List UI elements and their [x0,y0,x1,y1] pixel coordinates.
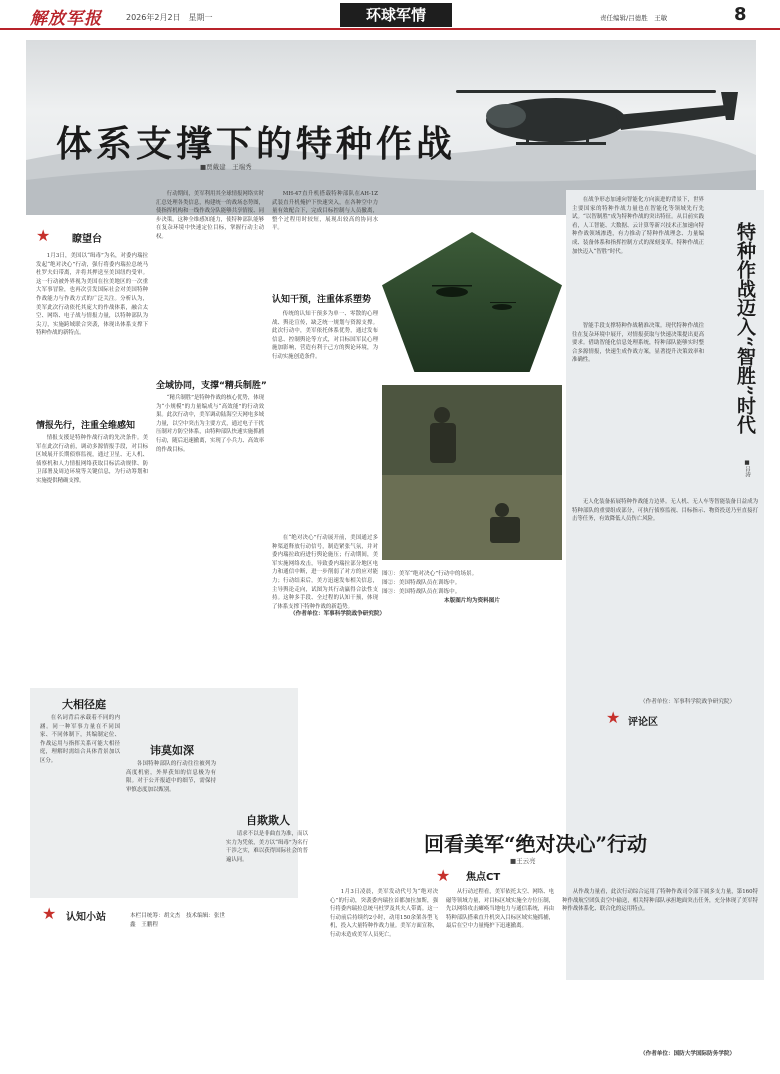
kicker-2-star-icon: ★ [42,904,57,923]
kicker-focus: 焦点CT [466,872,501,883]
paragraph: 从行动过程看，美军依托太空、网络、电磁等领域力量，对目标区域实施全方位压制，先以网络攻击瘫痪当地电力与通信系统，再由特种部队搭乘直升机突入目标区域实施抓捕，最后在空中力量掩护下迅速撤离。 [446,889,554,930]
box-3-text [226,830,308,940]
paragraph: 从作战力量看，此次行动综合运用了特种作战司令部下属多支力量，第160特种作战航空团负责空中输送，相关特种部队承担地面突击任务，充分体现了美军特种作战体系化、联合化的运用特点。 [562,889,758,913]
section-name: 环球军情 [340,3,452,27]
box-1-title: 大相径庭 [62,698,106,711]
sidebar-title: 特种作战迈入“智胜”时代 [734,222,756,434]
box-3-title: 自欺欺人 [246,814,290,827]
lower-byline: ■王云亮 [510,857,536,865]
photo-captions [382,570,562,606]
paragraph: “精兵制胜”是特种作战的核心优势，体现为“小规模”的力量编成与“高效能”的行动效果。此次行动中，美军调动陆海空天网电多域力量，以空中突击为主要方式，通过电子干扰压制对方防空体系，由特种部队快速实施抓捕行动，随后迅速撤离，实现了小兵力、高效率的作战目标。 [156,395,264,453]
sidebar-byline: ■吕涛 [744,460,750,478]
paragraph: 智能手段支撑特种作战精准决策。现代特种作战往往在复杂环境中展开，对情报获取与快速决策提出更高要求。借助智能化信息处理系统，特种部队能够实时整合多源情报，快速生成作战方案，显著提升决策效率和准确性。 [572,323,704,364]
paragraph: 请求不以是非曲直为准，而以实力为凭依，美方以“缉毒”为名行干涉之实，难以获得国际社会的普遍认同。 [226,831,308,863]
box-2-text [126,760,216,870]
photo-1-helicopters [382,232,562,372]
paragraph: 在战争形态加速向智能化方向演进的背景下，世界主要国家的特种作战力量也在智能化等领域先行先试。“以智制胜”成为特种作战的突出特征。从目前实践看，人工智能、大数据、云计算等新兴技术正加速向特种作战领域渗透，有力推动了特种作战理念、力量编成、装备体系和指挥控制方式的深刻变革。特种作战正加快迈入“智胜”时代。 [572,197,704,255]
comment-label: 评论区 [628,717,658,728]
page-number: 8 [734,4,747,25]
sidebar-text-3 [572,498,758,698]
kicker-watchtower: 瞭望台 [72,234,102,245]
article-column-2 [156,190,264,368]
photo-2-3-soldiers [382,385,562,560]
box-1-text [40,714,120,844]
paragraph: 在“绝对决心”行动展开前，美国通过多种渠道释放行动信号，制造紧张气氛，并对委内瑞拉政府进行舆论施压；行动期间，美军实施网络攻击，导致委内瑞拉部分地区电力和通信中断，进一步削弱了对方的应对能力；行动结束后，美方迅速发布相关信息，主导舆论走向，试图为其行动赢得合法性支持。这种多手段、全过程的认知干预，体现了体系支撑下特种作战的新趋势。 [272,535,378,610]
paragraph: 在名词背后承载着不同的内涵。同一种军事力量在不同国家、不同体制下，其编制定位、作战运用与指挥关系可能大相径庭，理解时需结合具体背景加以区分。 [40,715,120,764]
lower-column-1 [330,888,438,1068]
caption-2: 图②：美国特战队员在训练中。 [382,580,461,586]
paragraph: 传统的认知干预多为单一、零散的心理战、舆论宣传，缺乏统一规划与资源支撑。此次行动中，美军依托体系优势，通过发布信息、控制舆论等方式，对目标国军民心理施加影响，营造有利于己方的舆论环境，为行动实施创造条件。 [272,311,378,360]
soldier-silhouettes [382,385,562,560]
box-editor-credit: 本栏目统筹：胡文杰 技术编辑：张世鑫 王鹏程 [130,913,226,928]
paragraph: 1月3日凌晨，美军发动代号为“绝对决心”的行动，突袭委内瑞拉首都加拉加斯，强行将委内瑞拉总统马杜罗及其夫人带离。这一行动前后持续约2小时，动用150余架各型飞机，投入大量特种作战力量。美军方面宣称，行动未造成美军人员死亡。 [330,889,438,938]
article-column-1b [36,434,148,684]
box-2-title: 讳莫如深 [150,744,194,757]
article-column-3 [272,190,378,276]
paragraph: MH-47直升机搭载特种部队在AH-1Z武装直升机掩护下快速突入，在各种空中力量有效配合下，完成目标控制与人员撤离，整个过程用时较短，展现出较高的协同水平。 [272,191,378,232]
subhead-cognitive: 认知干预，注重体系塑势 [272,295,372,305]
sidebar-author: （作者单位：军事科学院战争研究院） [640,699,736,705]
paragraph: 情报支援是特种作战行动的先决条件。美军在此次行动前，调动多源情报手段，对目标区域展开长期侦察监视，通过卫星、无人机、侦察机和人力情报网络获取目标活动规律、防卫部署及周边环境等关键信息，为行动筹划和实施提供精确支撑。 [36,435,148,484]
comment-star-icon: ★ [606,708,621,727]
main-headline: 体系支撑下的特种作战 [56,123,457,165]
sidebar-intro [572,196,704,316]
column-3-author: （作者单位：军事科学院战争研究院） [290,611,386,617]
paragraph: 无人化装备拓展特种作战能力边界。无人机、无人车等智能装备日益成为特种部队的重要组成部分，可执行侦察监视、目标指示、物资投送乃至直接打击等任务，有效降低人员伤亡风险。 [572,499,758,523]
paragraph: 1月3日，美国以“缉毒”为名，对委内瑞拉发起“绝对决心”行动，强行将委内瑞拉总统马杜罗夫妇带离，并将其押送至美国纽约受审。这一行动被外界视为美国在拉美地区的一次重大军事冒险，也再次引发国际社会对美国特种作战能力与作战方式的广泛关注。分析认为，美军此次行动依托其庞大的作战体系，融合太空、网络、电子战与情报力量，以特种部队为尖刀，实施跨域联合突袭，体现出体系支撑下特种作战的新特点。 [36,253,148,337]
subhead-intelligence: 情报先行，注重全维感知 [36,421,136,431]
subhead-coordination: 全域协同，支撑“精兵制胜” [156,381,267,391]
main-byline: ■贾戴建 王端秀 [200,163,252,171]
photo-source: 本版图片均为资料图片 [444,598,500,604]
lower-author: （作者单位：国防大学国际防务学院） [640,1051,736,1057]
article-column-3c [272,534,378,654]
lower-column-2 [446,888,554,1068]
article-column-3b [272,310,378,530]
kicker-3-star-icon: ★ [436,866,451,885]
lower-headline: 回看美军“绝对决心”行动 [424,832,648,856]
lower-column-3 [562,888,758,1048]
article-column-1 [36,252,148,412]
article-column-2b [156,394,264,694]
paragraph: 各国特种部队的行动往往被列为高度机密，外界获知的信息极为有限。对于公开报道中的细节，需保持审慎态度加以甄别。 [126,761,216,793]
sidebar-text-2 [572,322,704,492]
helicopter-silhouettes [382,232,562,372]
caption-3: 图③：美国特战队员在训练中。 [382,589,461,595]
editor-credit: 责任编辑/吕德胜 王敏 [600,14,668,22]
kicker-cognition: 认知小站 [66,912,106,923]
caption-1: 图①：美军“绝对决心”行动中的场景。 [382,571,478,577]
newspaper-logo: 解放军报 [30,9,102,29]
kicker-star-icon: ★ [36,226,51,245]
issue-date: 2026年2月2日 星期一 [126,13,213,22]
paragraph: 行动期间，美军利用其全球情报网络实时汇总处理各类信息，构建统一的战场态势图，使指挥机构和一线作战分队能够共享情报、同步决策。这种全维感知能力，使特种部队能够在复杂环境中快速定位目标，掌握行动主动权。 [156,191,264,240]
